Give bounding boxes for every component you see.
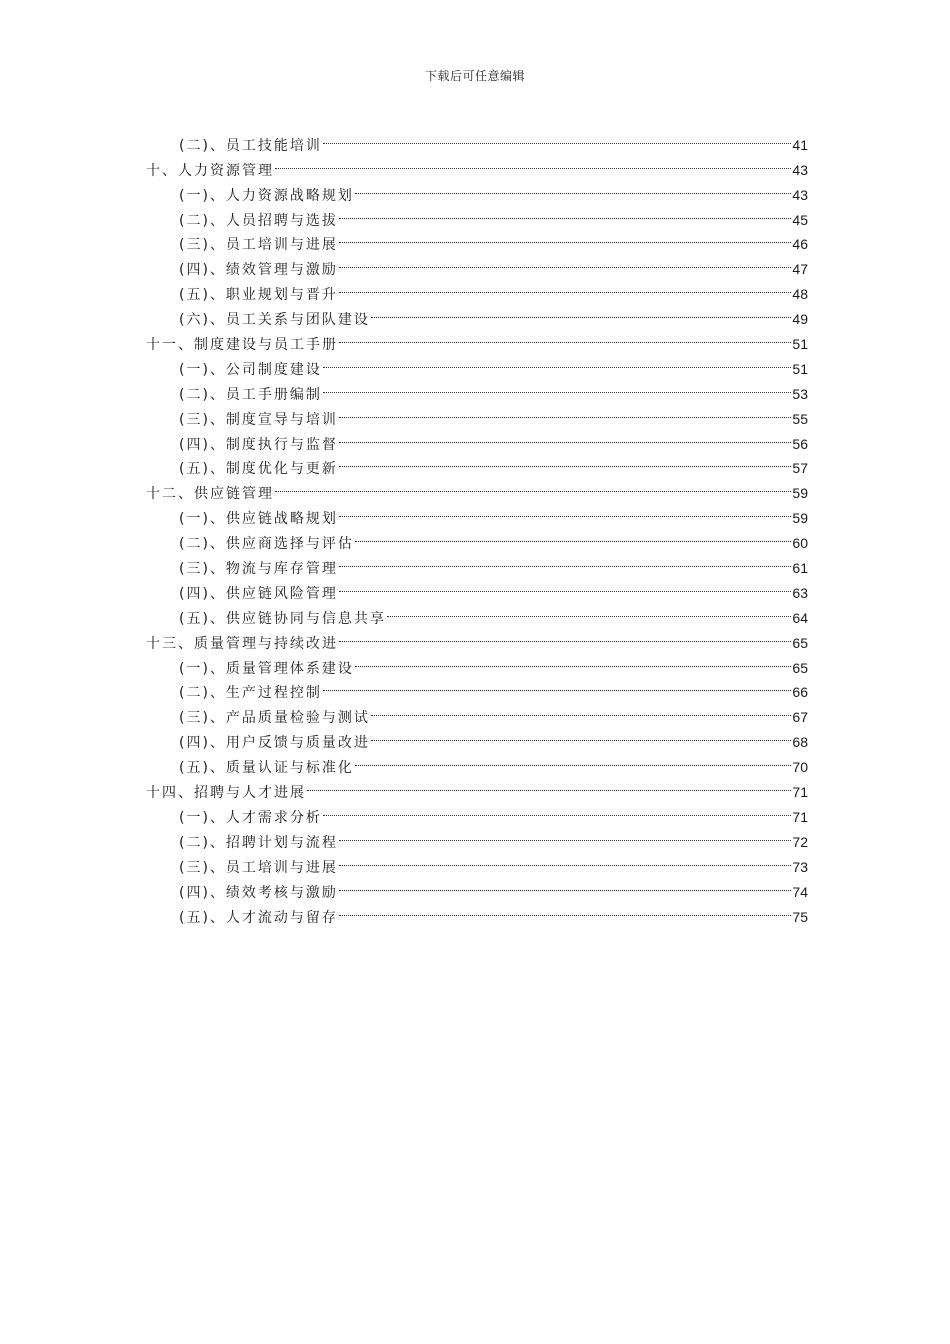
toc-entry-title: 十、人力资源管理	[146, 162, 274, 179]
toc-page-number: 53	[792, 385, 808, 402]
toc-entry-title: (二)、生产过程控制	[179, 685, 322, 702]
toc-dot-leader	[339, 548, 791, 573]
toc-entry-title: 十一、制度建设与员工手册	[146, 337, 338, 354]
toc-entry-title: (二)、员工技能培训	[179, 137, 322, 154]
toc-page-number: 59	[792, 510, 808, 527]
toc-entry-title: (三)、物流与库存管理	[179, 561, 338, 578]
toc-dot-leader	[355, 648, 791, 673]
toc-dot-leader	[371, 299, 791, 324]
toc-page-number: 60	[792, 535, 808, 552]
toc-dot-leader	[339, 623, 791, 648]
toc-dot-leader	[339, 847, 791, 872]
toc-dot-leader	[339, 225, 791, 250]
toc-page-number: 43	[792, 161, 808, 178]
toc-page-number: 41	[792, 136, 808, 153]
toc-entry-title: (三)、制度宣导与培训	[179, 411, 338, 428]
toc-page-number: 73	[792, 858, 808, 875]
toc-dot-leader	[323, 374, 791, 399]
toc-page-number: 51	[792, 360, 808, 377]
toc-page-number: 64	[792, 609, 808, 626]
toc-dot-leader	[323, 673, 791, 698]
toc-entry-title: (五)、制度优化与更新	[179, 461, 338, 478]
toc-page-number: 65	[792, 634, 808, 651]
table-of-contents	[146, 125, 808, 926]
toc-dot-leader	[339, 872, 791, 897]
toc-entry-title: (一)、人力资源战略规划	[179, 187, 354, 204]
toc-entry-title: (三)、员工培训与进展	[179, 859, 338, 876]
toc-dot-leader	[275, 473, 791, 498]
toc-entry-title: (一)、供应链战略规划	[179, 511, 338, 528]
toc-entry-title: 十三、质量管理与持续改进	[146, 635, 338, 652]
toc-page-number: 45	[792, 211, 808, 228]
toc-dot-leader	[339, 249, 791, 274]
toc-entry-title: (四)、绩效管理与激励	[179, 262, 338, 279]
toc-dot-leader	[339, 822, 791, 847]
toc-dot-leader	[339, 399, 791, 424]
toc-entry-title: (五)、人才流动与留存	[179, 909, 338, 926]
toc-page-number: 74	[792, 883, 808, 900]
toc-entry-title: (五)、供应链协同与信息共享	[179, 610, 386, 627]
toc-dot-leader	[339, 200, 791, 225]
toc-page-number: 75	[792, 908, 808, 925]
toc-entry-title: (六)、员工关系与团队建设	[179, 312, 370, 329]
toc-dot-leader	[339, 274, 791, 299]
toc-page-number: 67	[792, 709, 808, 726]
toc-dot-leader	[387, 598, 791, 623]
toc-entry-title: 十四、招聘与人才进展	[146, 785, 306, 802]
toc-dot-leader	[307, 772, 791, 797]
toc-entry-title: (二)、招聘计划与流程	[179, 834, 338, 851]
toc-page-number: 49	[792, 311, 808, 328]
toc-entry-title: (四)、用户反馈与质量改进	[179, 735, 370, 752]
toc-page-number: 72	[792, 833, 808, 850]
toc-page-number: 59	[792, 485, 808, 502]
toc-entry-title: (四)、绩效考核与激励	[179, 884, 338, 901]
toc-dot-leader	[371, 697, 791, 722]
toc-page-number: 63	[792, 584, 808, 601]
toc-entry-title: (五)、职业规划与晋升	[179, 287, 338, 304]
toc-dot-leader	[355, 523, 791, 548]
toc-dot-leader	[339, 498, 791, 523]
toc-page-number: 55	[792, 410, 808, 427]
toc-entry-title: (二)、供应商选择与评估	[179, 536, 354, 553]
toc-page-number: 48	[792, 286, 808, 303]
toc-entry-title: (二)、人员招聘与选拔	[179, 212, 338, 229]
toc-page-number: 43	[792, 186, 808, 203]
toc-dot-leader	[371, 722, 791, 747]
toc-section-entry[interactable]	[146, 125, 808, 154]
toc-entry-title: (二)、员工手册编制	[179, 386, 322, 403]
toc-entry-title: (五)、质量认证与标准化	[179, 760, 354, 777]
toc-page-number: 66	[792, 684, 808, 701]
toc-entry-title: (一)、质量管理体系建设	[179, 660, 354, 677]
toc-dot-leader	[339, 324, 791, 349]
toc-page-number: 61	[792, 560, 808, 577]
toc-entry-title: (四)、制度执行与监督	[179, 436, 338, 453]
toc-page-number: 57	[792, 460, 808, 477]
toc-dot-leader	[339, 897, 791, 922]
toc-page-number: 68	[792, 734, 808, 751]
toc-page-number: 47	[792, 261, 808, 278]
toc-page-number: 65	[792, 659, 808, 676]
toc-entry-title: 十二、供应链管理	[146, 486, 274, 503]
toc-dot-leader	[339, 573, 791, 598]
toc-entry-title: (三)、产品质量检验与测试	[179, 710, 370, 727]
toc-page-number: 56	[792, 435, 808, 452]
toc-dot-leader	[323, 797, 791, 822]
toc-entry-title: (三)、员工培训与进展	[179, 237, 338, 254]
toc-dot-leader	[355, 747, 791, 772]
toc-dot-leader	[339, 449, 791, 474]
toc-entry-title: (四)、供应链风险管理	[179, 585, 338, 602]
toc-dot-leader	[275, 150, 791, 175]
toc-page-number: 46	[792, 236, 808, 253]
toc-dot-leader	[355, 175, 791, 200]
toc-dot-leader	[323, 125, 791, 150]
page-header: 下载后可任意编辑	[424, 69, 525, 83]
toc-page-number: 71	[792, 784, 808, 801]
toc-dot-leader	[339, 424, 791, 449]
toc-page-number: 71	[792, 808, 808, 825]
toc-page-number: 51	[792, 336, 808, 353]
toc-entry-title: (一)、公司制度建设	[179, 361, 322, 378]
toc-page-number: 70	[792, 759, 808, 776]
toc-dot-leader	[323, 349, 791, 374]
toc-entry-title: (一)、人才需求分析	[179, 809, 322, 826]
